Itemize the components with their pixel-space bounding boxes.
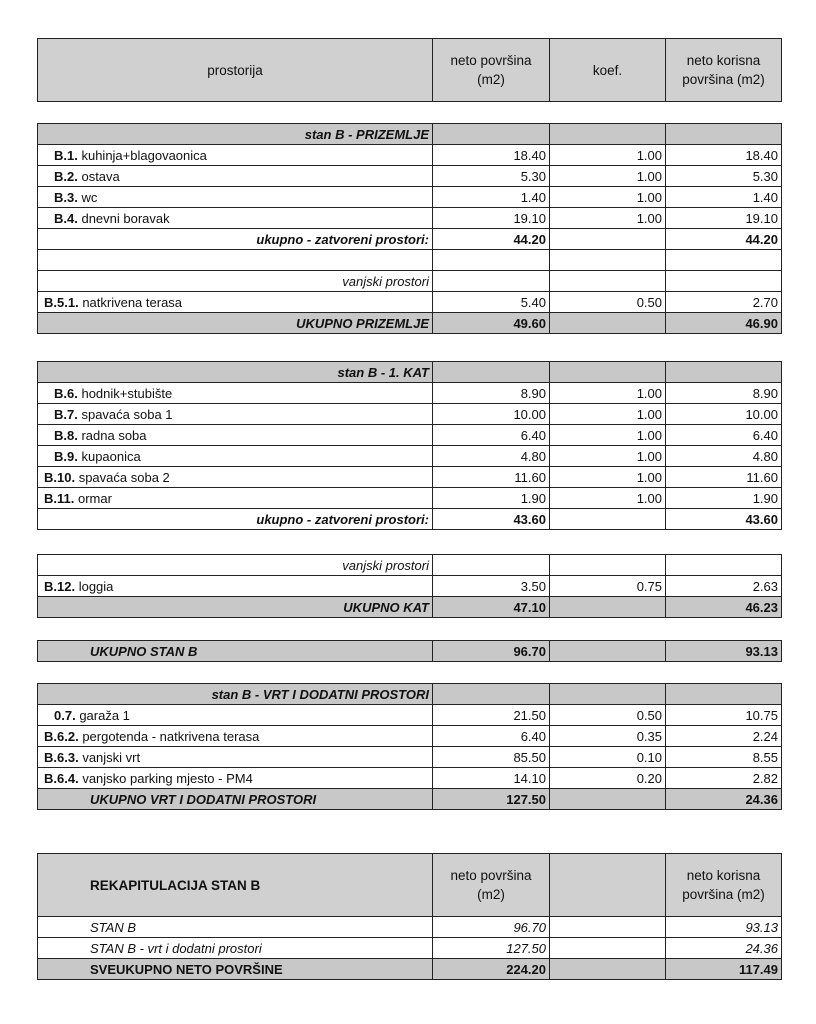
row-code: B.11. [44, 490, 75, 506]
vrt-table [37, 683, 782, 810]
row-koef: 1.00 [550, 488, 666, 509]
row-neto: 6.40 [433, 425, 550, 446]
row-koef: 1.00 [550, 145, 666, 166]
total-neto: 49.60 [433, 313, 550, 334]
row-neto: 5.30 [433, 166, 550, 187]
table-row [38, 938, 782, 959]
total-label: UKUPNO KAT [38, 597, 433, 618]
row-neto: 11.60 [433, 467, 550, 488]
row-name: vanjski vrt [82, 749, 141, 765]
table-row [38, 747, 782, 768]
table-row [38, 208, 782, 229]
subtotal-label: ukupno - zatvoreni prostori: [38, 509, 433, 530]
prizemlje-table [37, 123, 782, 334]
table-row [38, 726, 782, 747]
row-korisna: 10.75 [666, 705, 782, 726]
row-korisna: 4.80 [666, 446, 782, 467]
row-code: B.7. [54, 406, 78, 422]
row-name: ostava [81, 168, 120, 184]
row-code: B.6. [54, 385, 78, 401]
row-korisna: 2.24 [666, 726, 782, 747]
row-korisna: 1.90 [666, 488, 782, 509]
row-code: B.8. [54, 427, 78, 443]
table-row [38, 467, 782, 488]
subtotal-neto: 43.60 [433, 509, 550, 530]
table-row [38, 292, 782, 313]
kat-table [37, 361, 782, 530]
row-koef: 1.00 [550, 208, 666, 229]
row-code: B.9. [54, 448, 78, 464]
row-neto: 10.00 [433, 404, 550, 425]
row-neto: 1.90 [433, 488, 550, 509]
row-koef: 0.75 [550, 576, 666, 597]
rekap-total-korisna: 117.49 [666, 959, 782, 980]
outer-label: vanjski prostori [38, 555, 433, 576]
total-korisna: 46.23 [666, 597, 782, 618]
row-neto: 4.80 [433, 446, 550, 467]
table-row [38, 425, 782, 446]
row-code: B.2. [54, 168, 78, 184]
rekap-row-neto: 96.70 [433, 917, 550, 938]
row-name: radna soba [81, 427, 147, 443]
section-title: stan B - PRIZEMLJE [38, 124, 433, 145]
row-code: B.12. [44, 578, 76, 594]
row-code: 0.7. [54, 707, 76, 723]
row-name: spavaća soba 2 [78, 469, 170, 485]
stan-total-table [37, 640, 782, 662]
table-row [38, 404, 782, 425]
row-korisna: 2.70 [666, 292, 782, 313]
stan-total-neto: 96.70 [433, 641, 550, 662]
row-koef: 1.00 [550, 404, 666, 425]
row-code: B.5.1. [44, 294, 79, 310]
header-table [37, 38, 782, 102]
row-koef: 0.35 [550, 726, 666, 747]
rekap-total-label: SVEUKUPNO NETO POVRŠINE [38, 959, 433, 980]
table-row [38, 488, 782, 509]
row-name: hodnik+stubište [81, 385, 173, 401]
row-neto: 18.40 [433, 145, 550, 166]
row-neto: 8.90 [433, 383, 550, 404]
subtotal-label: ukupno - zatvoreni prostori: [38, 229, 433, 250]
row-name: vanjsko parking mjesto - PM4 [82, 770, 253, 786]
row-korisna: 2.63 [666, 576, 782, 597]
row-name: wc [81, 189, 98, 205]
header-neto: neto površina (m2) [433, 39, 550, 102]
rekap-header-korisna: neto korisna površina (m2) [666, 854, 782, 917]
row-code: B.6.2. [44, 728, 79, 744]
row-code: B.1. [54, 147, 78, 163]
total-neto: 127.50 [433, 789, 550, 810]
total-label: UKUPNO VRT I DODATNI PROSTORI [38, 789, 433, 810]
outer-label: vanjski prostori [38, 271, 433, 292]
row-korisna: 1.40 [666, 187, 782, 208]
stan-total-korisna: 93.13 [666, 641, 782, 662]
row-koef: 1.00 [550, 383, 666, 404]
row-neto: 14.10 [433, 768, 550, 789]
table-row [38, 576, 782, 597]
table-row [38, 917, 782, 938]
row-korisna: 11.60 [666, 467, 782, 488]
table-row [38, 166, 782, 187]
table-row [38, 446, 782, 467]
rekap-table [37, 853, 782, 980]
row-code: B.3. [54, 189, 78, 205]
table-row [38, 383, 782, 404]
header-prostorija: prostorija [38, 39, 433, 102]
stan-total-label: UKUPNO STAN B [38, 641, 433, 662]
rekap-row-name: STAN B [38, 917, 433, 938]
row-koef: 0.20 [550, 768, 666, 789]
row-koef: 0.50 [550, 292, 666, 313]
row-name: pergotenda - natkrivena terasa [82, 728, 260, 744]
row-name: kupaonica [81, 448, 141, 464]
row-neto: 6.40 [433, 726, 550, 747]
row-korisna: 18.40 [666, 145, 782, 166]
row-korisna: 8.90 [666, 383, 782, 404]
row-neto: 1.40 [433, 187, 550, 208]
rekap-title: REKAPITULACIJA STAN B [38, 854, 433, 917]
subtotal-korisna: 44.20 [666, 229, 782, 250]
row-neto: 3.50 [433, 576, 550, 597]
subtotal-neto: 44.20 [433, 229, 550, 250]
row-koef: 1.00 [550, 446, 666, 467]
row-koef: 1.00 [550, 187, 666, 208]
table-row [38, 187, 782, 208]
section-title: stan B - 1. KAT [38, 362, 433, 383]
row-korisna: 8.55 [666, 747, 782, 768]
row-korisna: 6.40 [666, 425, 782, 446]
row-korisna: 19.10 [666, 208, 782, 229]
total-korisna: 24.36 [666, 789, 782, 810]
rekap-row-korisna: 24.36 [666, 938, 782, 959]
row-name: kuhinja+blagovaonica [81, 147, 207, 163]
rekap-row-name: STAN B - vrt i dodatni prostori [38, 938, 433, 959]
row-korisna: 5.30 [666, 166, 782, 187]
row-name: dnevni boravak [81, 210, 170, 226]
subtotal-korisna: 43.60 [666, 509, 782, 530]
row-neto: 21.50 [433, 705, 550, 726]
row-name: spavaća soba 1 [81, 406, 173, 422]
row-koef: 1.00 [550, 467, 666, 488]
table-row [38, 768, 782, 789]
row-code: B.6.4. [44, 770, 79, 786]
row-name: natkrivena terasa [82, 294, 183, 310]
rekap-row-neto: 127.50 [433, 938, 550, 959]
row-name: ormar [77, 490, 112, 506]
kat-outer-table [37, 554, 782, 618]
rekap-total-neto: 224.20 [433, 959, 550, 980]
rekap-row-korisna: 93.13 [666, 917, 782, 938]
rekap-header-neto: neto površina (m2) [433, 854, 550, 917]
row-code: B.10. [44, 469, 76, 485]
row-neto: 85.50 [433, 747, 550, 768]
row-neto: 19.10 [433, 208, 550, 229]
header-koef: koef. [550, 39, 666, 102]
row-koef: 1.00 [550, 166, 666, 187]
section-title: stan B - VRT I DODATNI PROSTORI [38, 684, 433, 705]
row-korisna: 2.82 [666, 768, 782, 789]
row-korisna: 10.00 [666, 404, 782, 425]
total-korisna: 46.90 [666, 313, 782, 334]
row-koef: 0.10 [550, 747, 666, 768]
row-koef: 0.50 [550, 705, 666, 726]
row-koef: 1.00 [550, 425, 666, 446]
row-code: B.4. [54, 210, 78, 226]
table-row [38, 705, 782, 726]
total-label: UKUPNO PRIZEMLJE [38, 313, 433, 334]
total-neto: 47.10 [433, 597, 550, 618]
table-row [38, 145, 782, 166]
row-name: loggia [78, 578, 114, 594]
row-code: B.6.3. [44, 749, 79, 765]
row-neto: 5.40 [433, 292, 550, 313]
header-korisna: neto korisna površina (m2) [666, 39, 782, 102]
row-name: garaža 1 [79, 707, 130, 723]
